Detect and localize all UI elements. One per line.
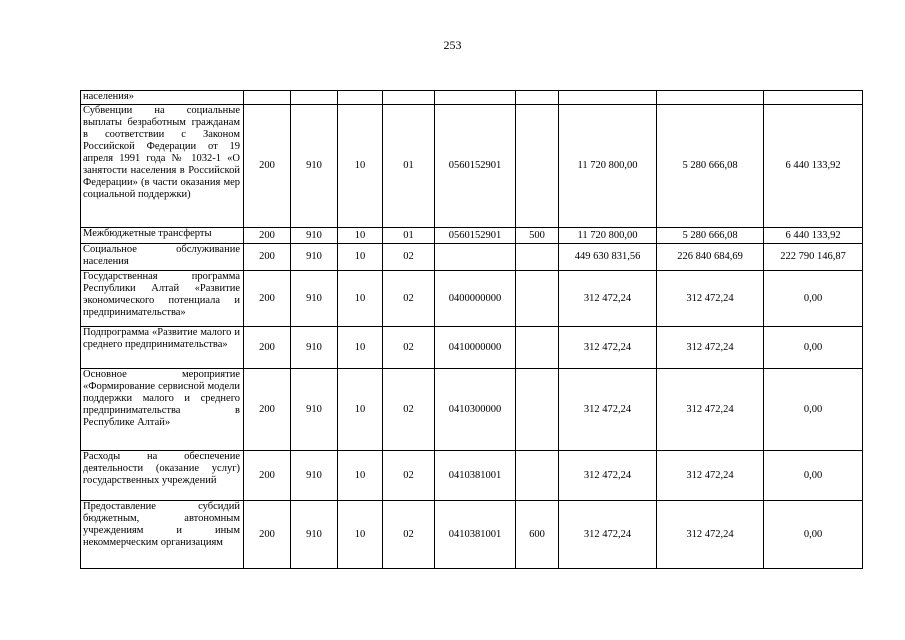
row-name: Основное мероприятие «Формирование сервисной модели поддержки малого и среднего предпринимательства в Республике Алтай» — [81, 369, 244, 451]
cell-target-article — [435, 91, 516, 105]
cell-amount-2: 312 472,24 — [657, 501, 764, 569]
row-name: Расходы на обеспечение деятельности (оказание услуг) государственных учреждений — [81, 451, 244, 501]
cell-admin — [244, 91, 291, 105]
cell-amount-1: 312 472,24 — [559, 271, 657, 327]
cell-amount-3: 0,00 — [764, 501, 863, 569]
cell-amount-1: 312 472,24 — [559, 369, 657, 451]
cell-ministry: 910 — [291, 369, 338, 451]
cell-ministry: 910 — [291, 244, 338, 271]
cell-ministry: 910 — [291, 271, 338, 327]
table-row — [81, 327, 863, 369]
cell-ministry: 910 — [291, 451, 338, 501]
cell-admin: 200 — [244, 327, 291, 369]
cell-admin: 200 — [244, 105, 291, 228]
cell-expense-type — [516, 244, 559, 271]
cell-subsection: 02 — [383, 369, 435, 451]
cell-admin: 200 — [244, 501, 291, 569]
cell-amount-2: 312 472,24 — [657, 327, 764, 369]
cell-section: 10 — [338, 327, 383, 369]
cell-admin: 200 — [244, 244, 291, 271]
cell-subsection: 02 — [383, 501, 435, 569]
budget-table — [80, 90, 863, 569]
cell-target-article: 0410000000 — [435, 327, 516, 369]
cell-target-article — [435, 244, 516, 271]
cell-subsection: 02 — [383, 327, 435, 369]
cell-section: 10 — [338, 451, 383, 501]
cell-amount-1: 312 472,24 — [559, 327, 657, 369]
cell-ministry: 910 — [291, 501, 338, 569]
row-name: Государственная программа Республики Алтай «Развитие экономического потенциала и предпринимательства» — [81, 271, 244, 327]
cell-admin: 200 — [244, 451, 291, 501]
cell-amount-3: 6 440 133,92 — [764, 228, 863, 244]
cell-amount-3: 0,00 — [764, 327, 863, 369]
cell-target-article: 0400000000 — [435, 271, 516, 327]
cell-expense-type — [516, 271, 559, 327]
cell-amount-2: 312 472,24 — [657, 369, 764, 451]
cell-amount-3: 0,00 — [764, 271, 863, 327]
cell-expense-type — [516, 451, 559, 501]
cell-admin: 200 — [244, 369, 291, 451]
cell-section: 10 — [338, 244, 383, 271]
cell-subsection: 02 — [383, 244, 435, 271]
cell-expense-type: 500 — [516, 228, 559, 244]
row-name: Межбюджетные трансферты — [81, 228, 244, 244]
cell-amount-3: 0,00 — [764, 451, 863, 501]
cell-section: 10 — [338, 369, 383, 451]
cell-amount-1 — [559, 91, 657, 105]
cell-section: 10 — [338, 501, 383, 569]
cell-amount-1: 449 630 831,56 — [559, 244, 657, 271]
cell-target-article: 0410381001 — [435, 501, 516, 569]
table-row — [81, 91, 863, 105]
cell-expense-type — [516, 369, 559, 451]
cell-section: 10 — [338, 105, 383, 228]
cell-subsection — [383, 91, 435, 105]
cell-expense-type — [516, 105, 559, 228]
cell-amount-3: 0,00 — [764, 369, 863, 451]
cell-expense-type: 600 — [516, 501, 559, 569]
cell-target-article: 0560152901 — [435, 228, 516, 244]
table-row — [81, 369, 863, 451]
cell-amount-2: 5 280 666,08 — [657, 105, 764, 228]
table-row — [81, 228, 863, 244]
cell-amount-3: 222 790 146,87 — [764, 244, 863, 271]
cell-target-article: 0410381001 — [435, 451, 516, 501]
cell-ministry: 910 — [291, 228, 338, 244]
cell-subsection: 02 — [383, 271, 435, 327]
cell-expense-type — [516, 327, 559, 369]
row-name: Подпрограмма «Развитие малого и среднего предпринимательства» — [81, 327, 244, 369]
row-name: населения» — [81, 91, 244, 105]
cell-ministry: 910 — [291, 327, 338, 369]
cell-amount-3 — [764, 91, 863, 105]
cell-admin: 200 — [244, 228, 291, 244]
cell-amount-2: 312 472,24 — [657, 271, 764, 327]
table-row — [81, 271, 863, 327]
cell-ministry: 910 — [291, 105, 338, 228]
cell-amount-3: 6 440 133,92 — [764, 105, 863, 228]
cell-amount-2 — [657, 91, 764, 105]
cell-amount-1: 312 472,24 — [559, 451, 657, 501]
row-name: Социальное обслуживание населения — [81, 244, 244, 271]
cell-target-article: 0560152901 — [435, 105, 516, 228]
cell-amount-2: 312 472,24 — [657, 451, 764, 501]
cell-section: 10 — [338, 228, 383, 244]
table-row — [81, 105, 863, 228]
cell-amount-1: 11 720 800,00 — [559, 228, 657, 244]
cell-subsection: 02 — [383, 451, 435, 501]
cell-ministry — [291, 91, 338, 105]
table-row — [81, 244, 863, 271]
cell-section — [338, 91, 383, 105]
table-row — [81, 501, 863, 569]
row-name: Предоставление субсидий бюджетным, автономным учреждениям и иным некоммерческим организациям — [81, 501, 244, 569]
cell-amount-2: 5 280 666,08 — [657, 228, 764, 244]
row-name: Субвенции на социальные выплаты безработным гражданам в соответствии с Законом Российской Федерации от 19 апреля 1991 года № 1032-1 «О занятости населения в Российской Федерации» (в части оказания мер социальной поддержки) — [81, 105, 244, 228]
cell-amount-2: 226 840 684,69 — [657, 244, 764, 271]
cell-amount-1: 11 720 800,00 — [559, 105, 657, 228]
cell-expense-type — [516, 91, 559, 105]
cell-admin: 200 — [244, 271, 291, 327]
table-row — [81, 451, 863, 501]
page-number: 253 — [443, 38, 462, 52]
cell-subsection: 01 — [383, 105, 435, 228]
cell-amount-1: 312 472,24 — [559, 501, 657, 569]
cell-section: 10 — [338, 271, 383, 327]
cell-subsection: 01 — [383, 228, 435, 244]
cell-target-article: 0410300000 — [435, 369, 516, 451]
